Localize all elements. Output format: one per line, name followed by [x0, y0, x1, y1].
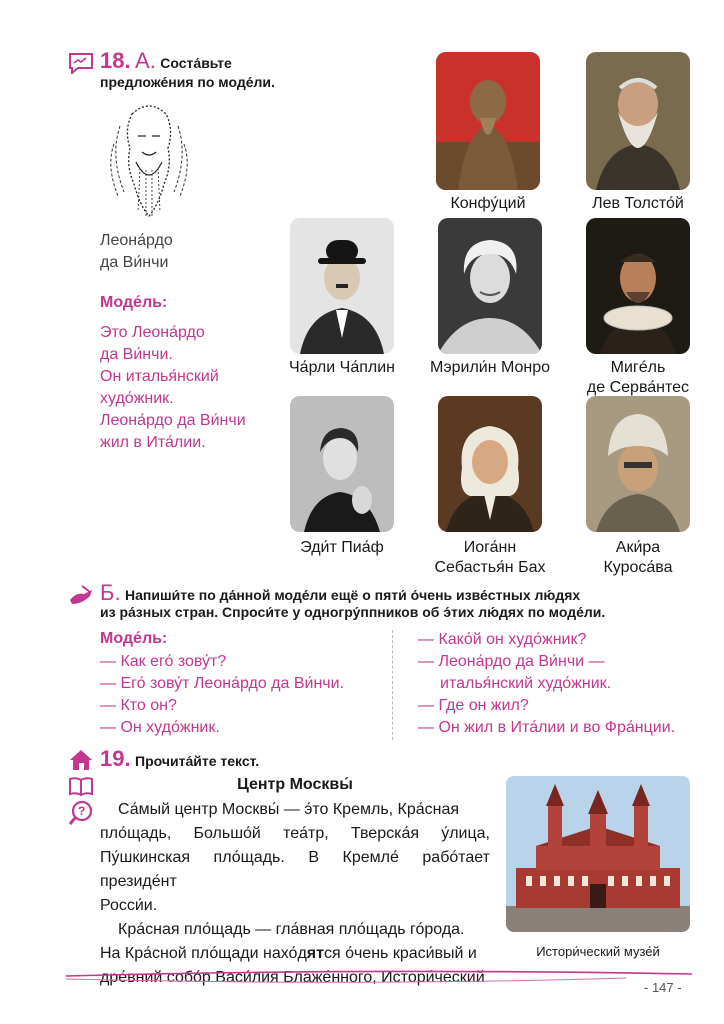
exercise-number: 18.	[100, 48, 131, 73]
portrait-caption-multi	[426, 538, 554, 578]
text-line: Пу́шкинская пло́щадь. В Кремле́ рабо́тает президе́нт	[100, 849, 490, 890]
model-line: Это Леона́рдо	[100, 324, 205, 341]
page-number: - 147 -	[644, 980, 682, 995]
portrait-monroe	[438, 218, 542, 354]
text-line: дре́вний собо́р Васи́лия Блаже́нного, Истори́ческий	[100, 969, 485, 986]
caption-line1: Иога́нн	[463, 539, 517, 556]
portrait-caption-multi	[576, 538, 700, 578]
text-part: На Кра́сной пло́щади нахо́д	[100, 945, 307, 962]
b-instruction-line2: из ра́зных стран. Спроси́те у одногру́ппников об э́тих лю́дях по моде́ли.	[100, 604, 606, 620]
task-letter-a: А.	[135, 48, 156, 73]
b-dialogue-right	[418, 629, 675, 739]
text-line: Са́мый центр Москвы́ — э́то Кремль, Кра́сная	[118, 801, 460, 818]
leonardo-caption-line2: да Ви́нчи	[100, 254, 169, 271]
dialogue-line: — Кто он?	[100, 697, 177, 714]
portrait-cervantes	[586, 218, 690, 354]
reading-text	[100, 798, 490, 990]
text-line: Росси́и.	[100, 897, 158, 914]
museum-caption: Истори́ческий музе́й	[536, 944, 660, 959]
dialogue-line: италья́нский худо́жник.	[440, 675, 612, 692]
portrait-chaplin	[290, 218, 394, 354]
text-line: пло́щадь, Большо́й теа́тр, Тверска́я у́лица,	[100, 825, 490, 842]
model-line: худо́жник.	[100, 390, 174, 407]
portrait-caption: Конфу́ций	[450, 195, 526, 212]
portrait-caption-multi	[576, 358, 700, 398]
historical-museum-photo	[506, 776, 690, 932]
model-text	[100, 322, 246, 454]
dialogue-line: — Он худо́жник.	[100, 719, 220, 736]
portrait-kurosawa	[586, 396, 690, 532]
exercise-18-header	[100, 48, 232, 74]
portrait-caption: Лев Толсто́й	[592, 195, 684, 212]
book-icon	[68, 776, 94, 796]
leonardo-caption	[100, 230, 173, 274]
instruction-line-1: Соста́вьте	[160, 55, 232, 71]
leonardo-sketch	[102, 96, 196, 220]
portrait-bach	[438, 396, 542, 532]
dialogue-line: — Как его́ зову́т?	[100, 653, 227, 670]
dialogue-divider	[392, 630, 393, 740]
portrait-caption: Эди́т Пиа́ф	[300, 539, 384, 556]
text-bold-part: ят	[306, 945, 324, 962]
dialogue-line: — Како́й он худо́жник?	[418, 631, 587, 648]
portrait-caption: Мэрили́н Монро	[429, 359, 551, 376]
exercise-number: 19.	[100, 746, 131, 771]
b-dialogue-left	[100, 651, 344, 739]
text-title: Центр Москвы́	[237, 776, 353, 793]
text-line: Кра́сная пло́щадь — гла́вная пло́щадь го́рода.	[118, 921, 465, 938]
b-model-label: Моде́ль:	[100, 630, 168, 647]
svg-text:?: ?	[78, 804, 86, 818]
portrait-tolstoy	[586, 52, 690, 190]
caption-line2: Куроса́ва	[603, 559, 673, 576]
model-label: Моде́ль:	[100, 294, 168, 311]
search-question-icon	[68, 800, 94, 826]
model-line: жил в Ита́лии.	[100, 434, 206, 451]
caption-line2: де Серва́нтес	[586, 379, 690, 396]
text-part: ся о́чень краси́вый и	[323, 945, 477, 962]
model-line: да Ви́нчи.	[100, 346, 173, 363]
dialogue-line: — Он жил в Ита́лии и во Фра́нции.	[418, 719, 676, 736]
house-icon	[68, 748, 94, 772]
b-instruction-line1: Напиши́те по да́нной моде́ли ещё о пяти́ о́чень изве́стных лю́дях	[125, 587, 581, 603]
instruction-line-2: предложе́ния по моде́ли.	[100, 74, 275, 90]
chat-icon	[68, 52, 94, 74]
leonardo-caption-line1: Леона́рдо	[100, 232, 173, 249]
text-line-mixed	[100, 942, 490, 966]
task-letter-b: Б.	[100, 580, 121, 605]
dialogue-line: — Где он жил?	[418, 697, 529, 714]
model-line: Он италья́нский	[100, 368, 219, 385]
ex19-instruction: Прочита́йте текст.	[135, 753, 260, 769]
portrait-piaf	[290, 396, 394, 532]
portrait-caption: Ча́рли Ча́плин	[289, 359, 395, 376]
task-b-line1	[100, 580, 580, 606]
caption-line1: Мигéль	[610, 359, 666, 376]
caption-line1: Аки́ра	[615, 539, 661, 556]
caption-line2: Себастья́н Бах	[434, 559, 546, 576]
dialogue-line: — Его́ зову́т Леона́рдо да Ви́нчи.	[100, 675, 345, 692]
model-line: Леона́рдо да Ви́нчи	[100, 412, 246, 429]
writing-hand-icon	[68, 584, 94, 606]
portrait-confucius	[436, 52, 540, 190]
dialogue-line: — Леона́рдо да Ви́нчи —	[418, 653, 605, 670]
exercise-19-header	[100, 746, 259, 772]
footer-decoration	[66, 966, 692, 990]
